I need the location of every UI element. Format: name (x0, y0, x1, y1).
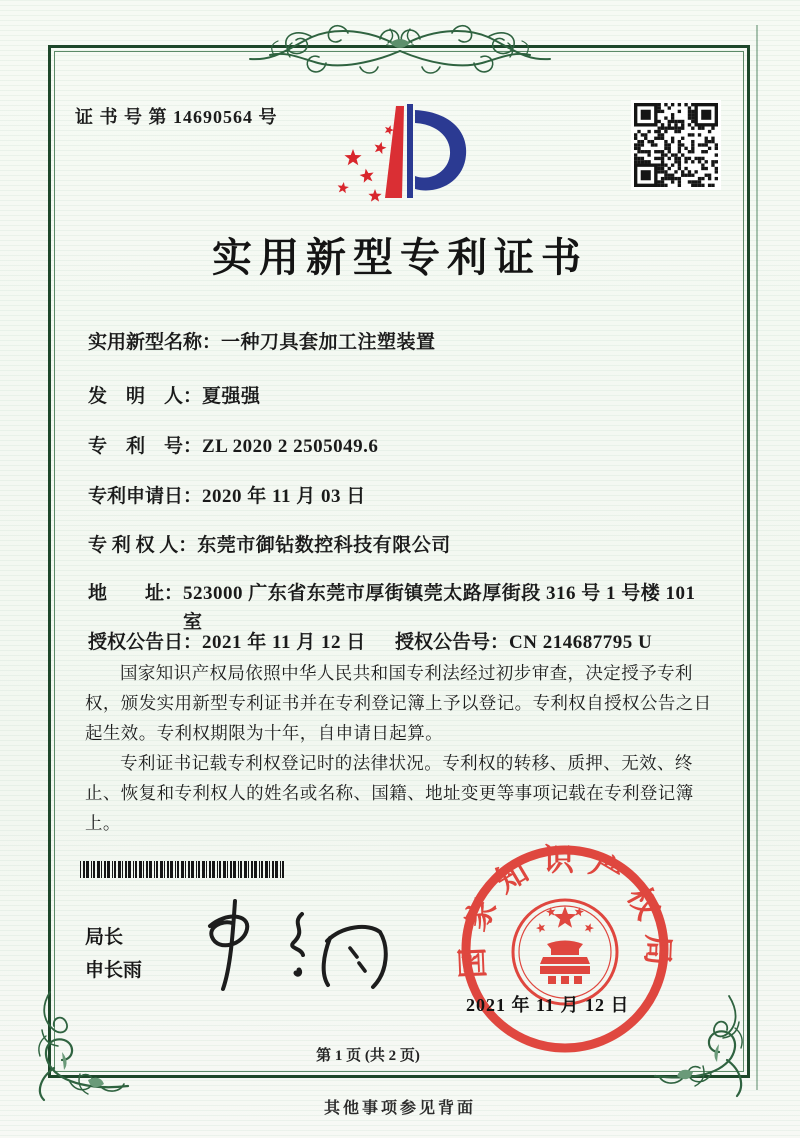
official-seal (452, 836, 678, 1062)
national-emblem-icon (513, 900, 617, 1004)
back-side-note: 其他事项参见背面 (323, 1100, 476, 1117)
handwritten-signature (182, 886, 397, 1001)
certificate-number: 证 书 号 第 14690564 号 (75, 107, 278, 127)
legal-statement (85, 658, 717, 838)
field-patentee (88, 531, 451, 560)
field-value: ZL 2020 2 2505049.6 (202, 436, 379, 457)
field-value: 2021 年 11 月 12 日 (202, 632, 366, 653)
field-label: 专 利 号： (88, 436, 203, 457)
field-label: 地 址： (88, 583, 184, 604)
field-value: 一种刀具套加工注塑装置 (221, 332, 436, 353)
field-filing-date (88, 482, 366, 511)
field-value: 东莞市御钻数控科技有限公司 (197, 535, 451, 556)
field-value: 夏强强 (202, 386, 261, 407)
page-edge-line (756, 25, 758, 1090)
field-label: 专 利 权 人： (88, 535, 198, 556)
certificate-title: 实用新型专利证书 (212, 235, 588, 280)
field-label: 授权公告日： (88, 632, 203, 653)
field-value: 2020 年 11 月 03 日 (202, 486, 366, 507)
seal-date: 2021 年 11 月 12 日 (466, 995, 630, 1015)
seal-text: 国家知识产权局 (454, 842, 676, 980)
field-label: 授权公告号： (395, 632, 510, 653)
field-inventor (88, 382, 261, 411)
field-grant-number (395, 628, 652, 657)
field-label: 实用新型名称： (88, 332, 222, 353)
field-utility-model-name (88, 328, 436, 357)
legal-paragraph-2: 专利证书记载专利权登记时的法律状况。专利权的转移、质押、无效、终止、恢复和专利权人的姓名或名称、国籍、地址变更等事项记载在专利登记簿上。 (85, 753, 694, 833)
field-label: 发 明 人： (88, 386, 203, 407)
field-label: 专利申请日： (88, 486, 203, 507)
barcode (80, 861, 285, 878)
legal-paragraph-1: 国家知识产权局依照中华人民共和国专利法经过初步审查，决定授予专利权，颁发实用新型专利证书并在专利登记簿上予以登记。专利权自授权公告之日起生效。专利权期限为十年，自申请日起算。 (85, 663, 712, 743)
qr-code (631, 100, 721, 190)
signer-block (85, 921, 142, 987)
field-value: 523000 广东省东莞市厚街镇莞太路厚街段 316 号 1 号楼 101 室 (183, 583, 696, 633)
field-grant-date (88, 628, 366, 657)
cnipa-logo-icon (323, 98, 477, 208)
field-patent-number (88, 432, 378, 461)
page-number: 第 1 页 (共 2 页) (316, 1048, 420, 1064)
field-value: CN 214687795 U (509, 632, 653, 653)
signer-title: 局长 (85, 927, 124, 948)
signer-name: 申长雨 (85, 960, 143, 981)
